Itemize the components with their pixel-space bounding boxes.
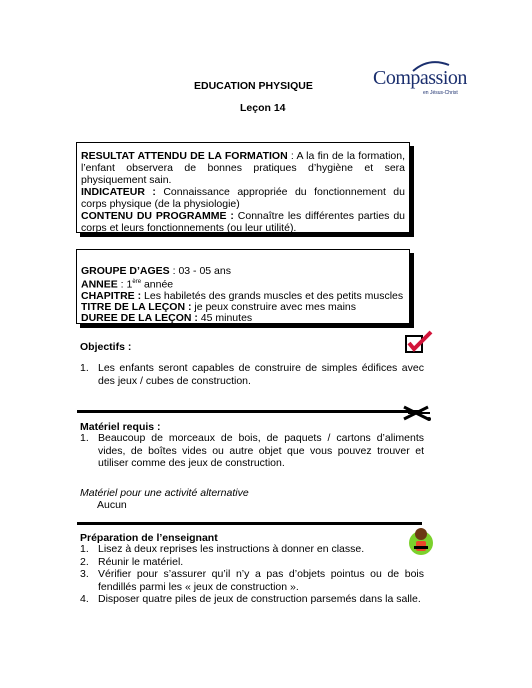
resultat-paragraph [81,150,405,186]
compassion-logo [373,63,465,95]
list-item [80,568,424,593]
chapitre-label: CHAPITRE : [81,289,142,302]
list-item-number: 1. [80,362,89,374]
alt-activity-heading: Matériel pour une activité alternative [80,487,249,499]
duree-line [81,313,405,324]
list-item-number: 3. [80,568,89,580]
list-item-text: Disposer quatre piles de jeux de construction parsemés dans la salle. [98,593,421,605]
logo-tagline: en Jésus-Christ [423,90,458,96]
lesson-info-box [76,249,410,324]
preparation-list [80,543,424,606]
list-item-text: Lisez à deux reprises les instructions à donner en classe. [98,543,365,555]
list-item [80,556,424,569]
indicateur-label: INDICATEUR : [81,186,156,198]
annee-label: ANNEE [81,278,118,291]
crayon-tools-icon [402,404,432,422]
list-item-number: 2. [80,555,89,568]
annee-text-suffix: année [141,278,174,291]
materiel-heading: Matériel requis : [80,421,161,433]
alt-activity-value: Aucun [97,499,127,511]
list-item-text: Les enfants seront capables de construire de simples édifices avec des jeux / cubes de construction. [98,362,424,387]
contenu-label: CONTENU DU PROGRAMME : [81,210,234,222]
objectifs-list [80,362,424,387]
checkbox-check-icon [404,330,434,356]
groupe-line [81,266,405,277]
contenu-text: Connaître les différentes parties du corps et leurs fonctionnements (ou leur utilité). [81,210,405,234]
annee-text: : 1 [117,278,133,291]
list-item-number: 4. [80,593,89,605]
titre-label: TITRE DE LA LEÇON : [81,300,192,313]
contenu-paragraph [81,210,405,234]
annee-line [81,277,405,291]
section-divider [77,522,422,525]
chapitre-text: Les habiletés des grands muscles et des petits muscles [141,289,404,302]
titre-text: je peux construire avec mes mains [191,300,357,313]
logo-wordmark: Compassion [373,67,467,89]
duree-text: 45 minutes [197,311,253,324]
list-item-text: Beaucoup de morceaux de bois, de paquets / cartons d’aliments vides, de boîtes vides ou autre objet que vous pouvez trouver et utiliser comme des jeux de construction. [98,432,424,469]
list-item [80,362,424,387]
list-item-text: Réunir le matériel. [98,555,184,568]
objectifs-heading: Objectifs : [80,341,132,353]
resultat-text: : A la fin de la formation, l’enfant observera de bonnes pratiques d’hygiène et sera physiquement sain. [81,150,405,186]
resultat-label: RESULTAT ATTENDU DE LA FORMATION [81,150,288,162]
materiel-list [80,432,424,470]
list-item-number: 1. [80,432,89,444]
indicateur-text: Connaissance appropriée du fonctionnement du corps physique (de la physiologie) [81,186,405,210]
lesson-number: Leçon 14 [240,102,286,114]
list-item-text: Vérifier pour s’assurer qu’il n’y a pas d’objets pointus ou de bois fendillés parmi les « jeux de construction ». [98,568,424,593]
formation-box [76,142,410,233]
groupe-text: : 03 - 05 ans [169,265,231,277]
annee-superscript: ère [132,279,142,285]
duree-label: DUREE DE LA LEÇON : [81,311,198,324]
section-divider [77,410,422,413]
list-item [80,543,424,556]
list-item [80,432,424,470]
list-item [80,593,424,606]
document-title: EDUCATION PHYSIQUE [194,80,313,92]
list-item-number: 1. [80,543,89,555]
groupe-label: GROUPE D’AGES [81,265,170,277]
preparation-heading: Préparation de l’enseignant [80,532,218,544]
indicateur-paragraph [81,186,405,210]
